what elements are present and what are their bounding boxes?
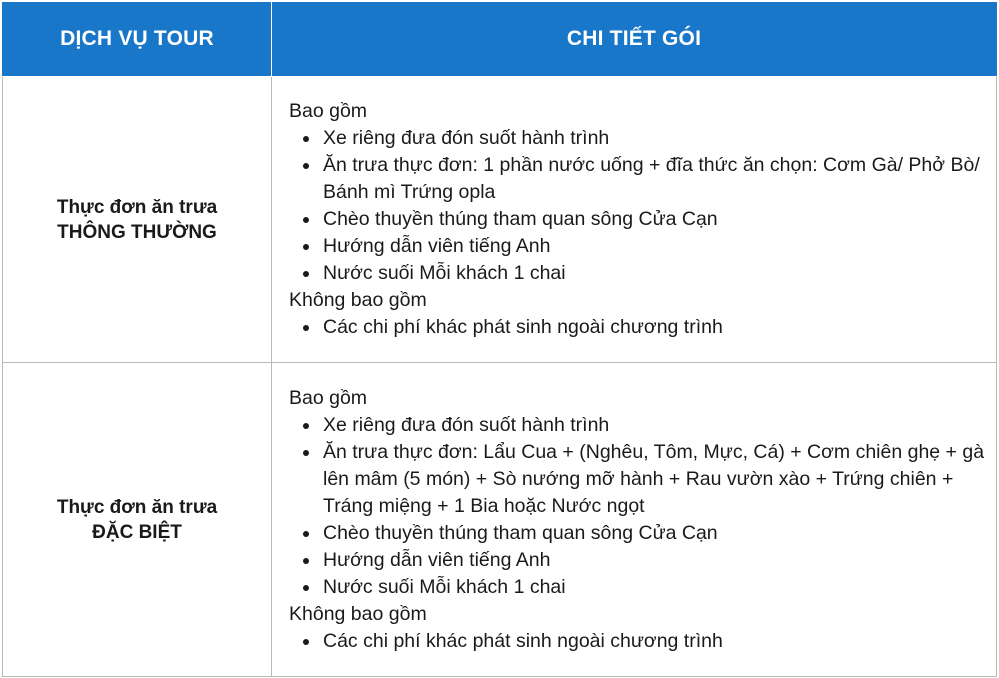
list-item: Hướng dẫn viên tiếng Anh (323, 547, 986, 574)
service-name-line2: ĐẶC BIỆT (92, 521, 182, 543)
list-item: Ăn trưa thực đơn: 1 phần nước uống + đĩa thức ăn chọn: Cơm Gà/ Phở Bò/ Bánh mì Trứng opla (323, 152, 986, 206)
included-label: Bao gồm (289, 386, 368, 409)
tour-package-table (2, 2, 997, 677)
list-item: Chèo thuyền thúng tham quan sông Cửa Cạn (323, 520, 986, 547)
included-list (289, 125, 986, 287)
table-row-special-lunch (3, 363, 997, 677)
service-name-line1: Thực đơn ăn trưa (56, 496, 218, 518)
list-item: Các chi phí khác phát sinh ngoài chương trình (323, 314, 986, 341)
package-details-standard (272, 77, 997, 363)
list-item: Xe riêng đưa đón suốt hành trình (323, 125, 986, 152)
table-header-row (3, 2, 997, 77)
package-details-special (272, 363, 997, 677)
header-service: DỊCH VỤ TOUR (3, 2, 272, 77)
list-item: Hướng dẫn viên tiếng Anh (323, 233, 986, 260)
service-name-special (3, 363, 272, 677)
list-item: Nước suối Mỗi khách 1 chai (323, 574, 986, 601)
excluded-label: Không bao gồm (289, 289, 427, 311)
header-details: CHI TIẾT GÓI (272, 2, 997, 77)
table-row-standard-lunch (3, 77, 997, 363)
list-item: Xe riêng đưa đón suốt hành trình (323, 412, 986, 439)
service-name-line2: THÔNG THƯỜNG (57, 221, 217, 243)
excluded-list (289, 628, 986, 655)
list-item: Các chi phí khác phát sinh ngoài chương trình (323, 628, 986, 655)
included-list (289, 412, 986, 601)
included-label: Bao gồm (289, 100, 368, 122)
excluded-list (289, 314, 986, 341)
list-item: Ăn trưa thực đơn: Lẩu Cua + (Nghêu, Tôm, Mực, Cá) + Cơm chiên ghẹ + gà lên mâm (5 món) + Sò nướng mỡ hành + Rau vườn xào + Trứng chiên + Tráng miệng + 1 Bia hoặc Nước ngọt (323, 439, 986, 520)
service-name-line1: Thực đơn ăn trưa (56, 196, 218, 218)
list-item: Nước suối Mỗi khách 1 chai (323, 260, 986, 287)
list-item: Chèo thuyền thúng tham quan sông Cửa Cạn (323, 206, 986, 233)
service-name-standard (3, 77, 272, 363)
excluded-label: Không bao gồm (289, 602, 427, 625)
